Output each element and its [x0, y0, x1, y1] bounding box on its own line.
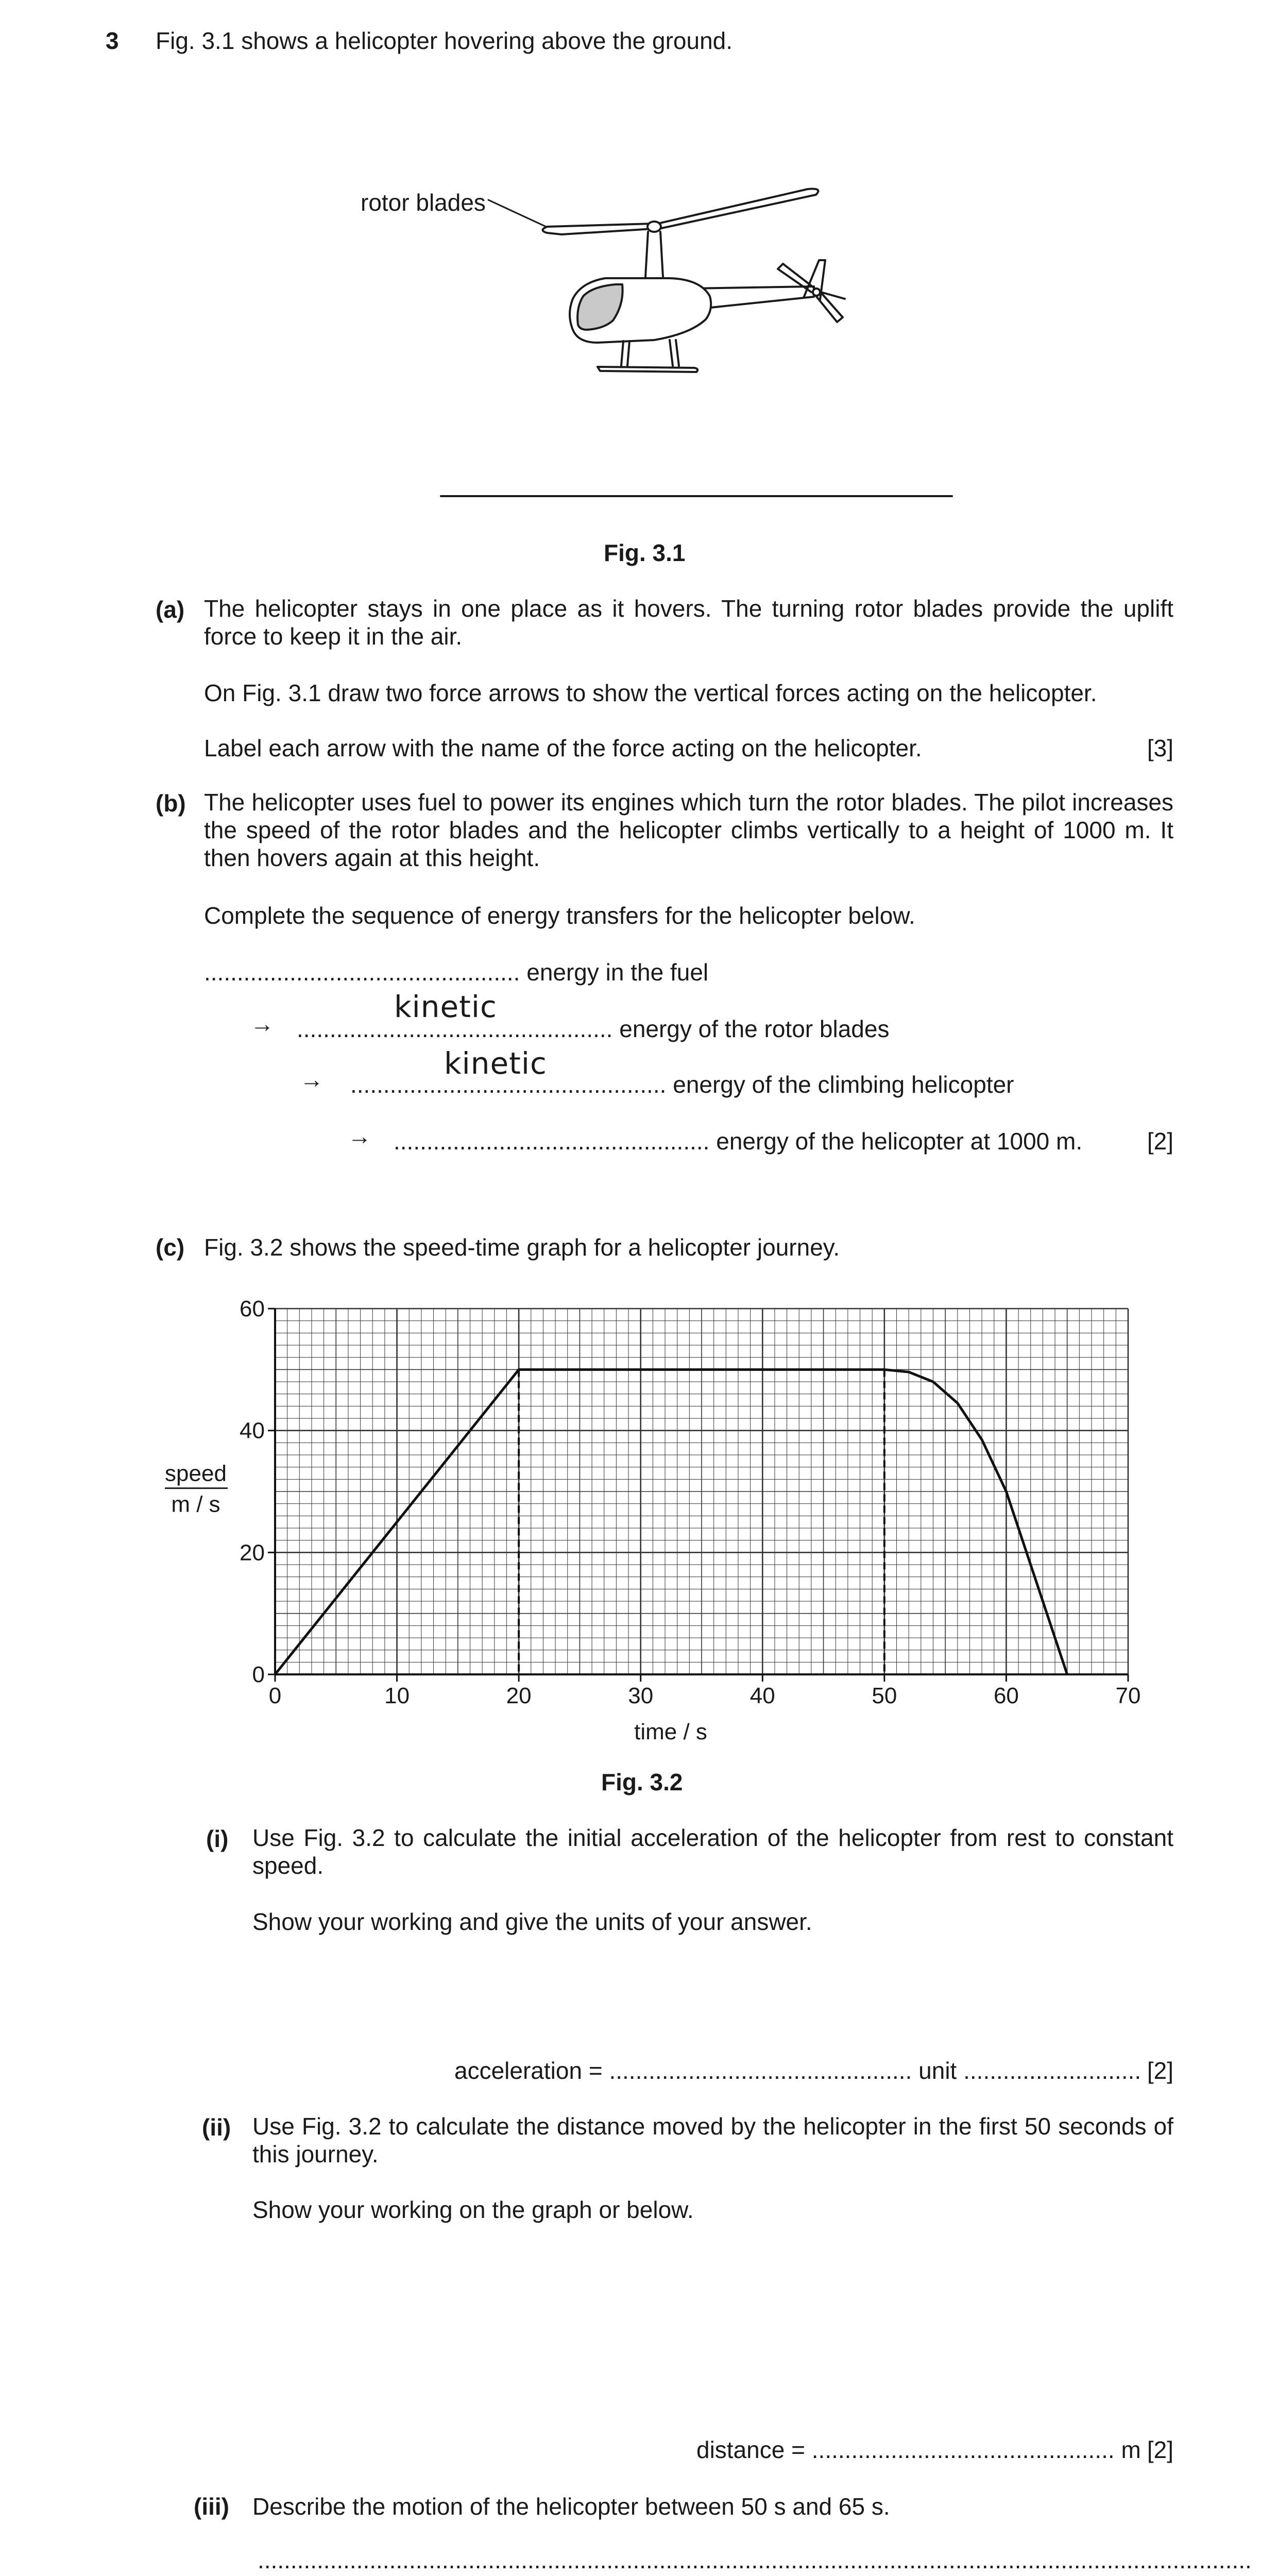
part-cii-text2: Show your working on the graph or below. [252, 2196, 694, 2223]
energy-line-4-text: energy of the helicopter at 1000 m. [716, 1128, 1083, 1155]
helicopter-figure [0, 0, 1278, 515]
unit-answer[interactable]: ........................... [963, 2057, 1141, 2084]
y-axis-label: speed [165, 1461, 227, 1486]
distance-answer-line [696, 2436, 1141, 2464]
rotor-leader-line [488, 200, 546, 227]
part-cii-marks: [2] [1147, 2436, 1173, 2463]
x-tick-label: 0 [268, 1683, 282, 1708]
fig32-caption: Fig. 3.2 [601, 1769, 683, 1795]
energy-arrow-3: → [300, 1066, 323, 1093]
energy-line-3 [350, 1071, 1014, 1098]
handwritten-answer-3: kinetic [444, 1046, 547, 1081]
energy-line-1 [204, 958, 708, 986]
x-tick-label: 60 [993, 1683, 1019, 1708]
part-b-text1: The helicopter uses fuel to power its engines which turn the rotor blades. The pilot increases the speed of the rotor blades and the helicopter climbs vertically to a height of 1000 m. It then hovers again at this height. [204, 789, 1173, 871]
part-ciii-text1: Describe the motion of the helicopter between 50 s and 65 s. [252, 2493, 890, 2520]
speed-series-line [275, 1369, 1067, 1674]
y-tick-label: 20 [240, 1540, 265, 1566]
handwritten-answer-2: kinetic [394, 989, 497, 1024]
acceleration-label: acceleration = [454, 2057, 603, 2084]
landing-skid [598, 367, 697, 372]
acceleration-answer-line [454, 2057, 1141, 2084]
energy-line-2 [297, 1015, 889, 1043]
part-cii-text1: Use Fig. 3.2 to calculate the distance moved by the helicopter in the first 50 seconds of this journey. [252, 2113, 1173, 2167]
energy-line-3-text: energy of the climbing helicopter [673, 1071, 1014, 1098]
skid-legs [621, 340, 679, 366]
energy-answer-3[interactable]: ................................................ [350, 1071, 667, 1098]
question-intro: Fig. 3.1 shows a helicopter hovering above the ground. [156, 27, 733, 54]
rotor-blades-label: rotor blades [361, 189, 486, 216]
part-a-label: (a) [156, 596, 185, 623]
energy-answer-1[interactable]: ................................................ [204, 959, 520, 986]
part-b-label: (b) [156, 790, 186, 817]
energy-arrow-4: → [348, 1123, 371, 1149]
x-tick-label: 20 [506, 1683, 532, 1708]
main-rotor-blade-left [543, 224, 654, 234]
part-a-marks: [3] [1147, 735, 1173, 761]
energy-line-4 [394, 1127, 1082, 1155]
distance-answer[interactable]: .............................................. [811, 2436, 1115, 2463]
part-b-text2: Complete the sequence of energy transfers for the helicopter below. [204, 902, 915, 929]
x-tick-label: 40 [749, 1683, 775, 1708]
energy-answer-4[interactable]: ................................................ [394, 1128, 710, 1155]
part-ci-marks: [2] [1147, 2057, 1173, 2084]
part-a-text1: The helicopter stays in one place as it hovers. The turning rotor blades provide the uplift force to keep it in the air. [204, 595, 1173, 650]
part-b-marks: [2] [1147, 1128, 1173, 1155]
x-tick-label: 70 [1115, 1683, 1141, 1708]
tail-rotor [778, 264, 845, 322]
part-c-label: (c) [156, 1234, 185, 1261]
rotor-hub [647, 222, 661, 232]
x-tick-label: 10 [384, 1683, 410, 1708]
energy-arrow-2: → [250, 1010, 274, 1037]
part-cii-label: (ii) [202, 2114, 231, 2141]
part-ciii-label: (iii) [194, 2493, 229, 2520]
energy-answer-2[interactable]: ................................................ [297, 1015, 613, 1042]
unit-label: unit [918, 2057, 957, 2084]
question-number: 3 [106, 27, 119, 54]
speed-time-graph [0, 1278, 1278, 1762]
answer-line-1[interactable]: ....................................................................................................................................................... [258, 2547, 1252, 2573]
y-tick-label: 40 [240, 1418, 265, 1444]
y-tick-label: 0 [252, 1662, 265, 1687]
x-tick-label: 30 [628, 1683, 654, 1708]
part-ci-text2: Show your working and give the units of your answer. [252, 1908, 812, 1935]
x-tick-label: 50 [872, 1683, 897, 1708]
y-axis-unit: m / s [171, 1492, 220, 1517]
x-axis-label: time / s [634, 1719, 707, 1744]
acceleration-answer[interactable]: .............................................. [609, 2057, 912, 2084]
part-a-text3: Label each arrow with the name of the force acting on the helicopter. [204, 735, 922, 761]
part-ci-text1: Use Fig. 3.2 to calculate the initial acceleration of the helicopter from rest to constant speed. [252, 1824, 1173, 1879]
energy-line-1-text: energy in the fuel [526, 959, 709, 986]
main-rotor-blade-right [653, 189, 818, 230]
part-a-text2: On Fig. 3.1 draw two force arrows to show the vertical forces acting on the helicopter. [204, 680, 1097, 706]
fig31-caption: Fig. 3.1 [604, 539, 686, 566]
y-tick-label: 60 [240, 1296, 265, 1321]
distance-unit: m [1121, 2436, 1141, 2463]
part-c-intro: Fig. 3.2 shows the speed-time graph for a helicopter journey. [204, 1234, 840, 1261]
energy-line-2-text: energy of the rotor blades [619, 1015, 890, 1042]
distance-label: distance = [696, 2436, 805, 2463]
part-ci-label: (i) [206, 1825, 229, 1852]
